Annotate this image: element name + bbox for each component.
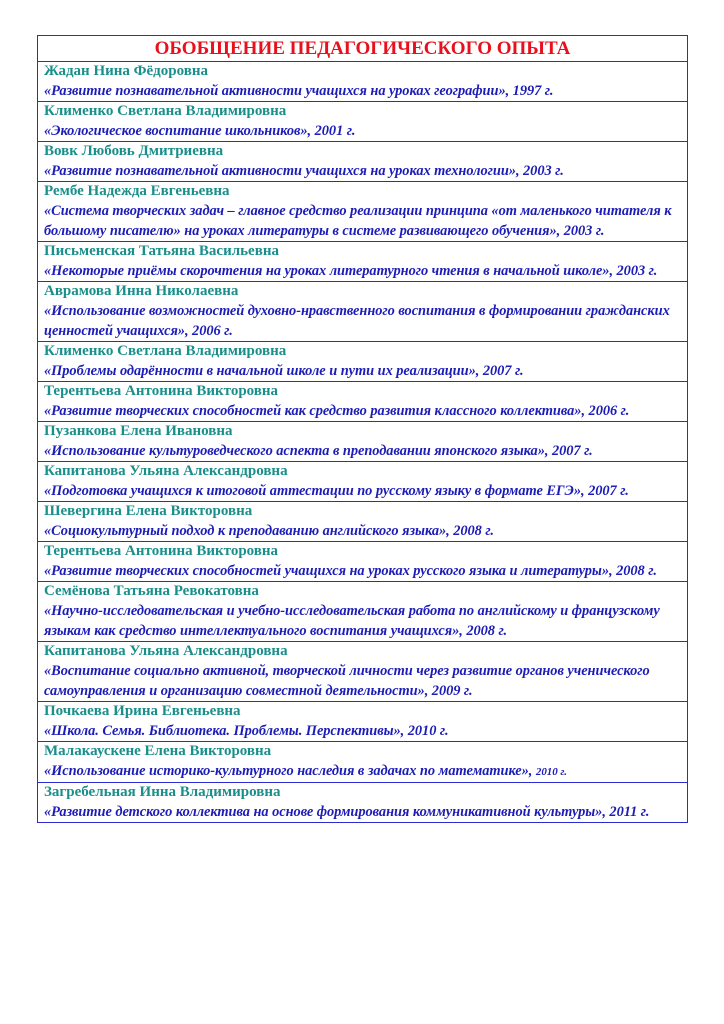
teacher-name: Терентьева Антонина Викторовна	[44, 543, 279, 559]
experience-topic: «Школа. Семья. Библиотека. Проблемы. Перспективы», 2010 г.	[44, 723, 449, 739]
experience-topic: «Система творческих задач – главное средство реализации принципа «от маленького читателя к большому писателю» на уроках литературы в системе развивающего обучения», 2003 г.	[44, 203, 672, 239]
experience-topic: «Развитие творческих способностей учащихся на уроках русского языка и литературы», 2008 г.	[44, 563, 657, 579]
entry-row	[38, 282, 687, 342]
experience-topic-year: 2010 г.	[535, 766, 567, 778]
teacher-name: Терентьева Антонина Викторовна	[44, 383, 279, 399]
teacher-name: Письменская Татьяна Васильевна	[44, 243, 279, 259]
teacher-name: Клименко Светлана Владимировна	[44, 103, 287, 119]
experience-topic: «Развитие творческих способностей как средство развития классного коллектива», 2006 г.	[44, 403, 630, 419]
teacher-name: Рембе Надежда Евгеньевна	[44, 183, 230, 199]
teacher-name: Семёнова Татьяна Ревокатовна	[44, 583, 259, 599]
teacher-name: Малакаускене Елена Викторовна	[44, 743, 272, 759]
teacher-name: Пузанкова Елена Ивановна	[44, 423, 233, 439]
entry-row	[38, 462, 687, 502]
entry-row	[38, 783, 687, 822]
entry-row	[38, 182, 687, 242]
experience-topic: «Некоторые приёмы скорочтения на уроках литературного чтения в начальной школе», 2003 г.	[44, 263, 658, 279]
teacher-name: Аврамова Инна Николаевна	[44, 283, 239, 299]
entry-row	[38, 102, 687, 142]
entry-row	[38, 142, 687, 182]
entry-row	[38, 582, 687, 642]
entry-row	[38, 502, 687, 542]
entry-row	[38, 642, 687, 702]
experience-topic: «Проблемы одарённости в начальной школе и пути их реализации», 2007 г.	[44, 363, 524, 379]
experience-topic: «Использование культуроведческого аспекта в преподавании японского языка», 2007 г.	[44, 443, 593, 459]
experience-topic: «Социокультурный подход к преподаванию английского языка», 2008 г.	[44, 523, 494, 539]
experience-topic: «Развитие познавательной активности учащихся на уроках технологии», 2003 г.	[44, 163, 564, 179]
experience-topic: «Воспитание социально активной, творческой личности через развитие органов ученического самоуправления и организацию совместной деятельности», 2009 г.	[44, 663, 650, 699]
entry-row	[38, 382, 687, 422]
experience-table	[37, 35, 688, 823]
experience-topic: «Использование возможностей духовно-нравственного воспитания в формировании гражданских ценностей учащихся», 2006 г.	[44, 303, 670, 339]
experience-topic	[44, 761, 681, 782]
entry-row	[38, 342, 687, 382]
entry-row	[38, 542, 687, 582]
experience-topic-main: «Использование историко-культурного наследия в задачах по математике»,	[44, 763, 533, 779]
experience-topic: «Развитие познавательной активности учащихся на уроках географии», 1997 г.	[44, 83, 554, 99]
entry-row	[38, 742, 687, 783]
entry-row	[38, 62, 687, 102]
page-title: ОБОБЩЕНИЕ ПЕДАГОГИЧЕСКОГО ОПЫТА	[38, 36, 687, 62]
teacher-name: Загребельная Инна Владимировна	[44, 784, 281, 800]
experience-topic: «Экологическое воспитание школьников», 2001 г.	[44, 123, 356, 139]
experience-topic: «Развитие детского коллектива на основе формирования коммуникативной культуры», 2011 г.	[44, 804, 650, 820]
entry-row	[38, 702, 687, 742]
entry-row	[38, 242, 687, 282]
experience-topic: «Научно-исследовательская и учебно-исследовательская работа по английскому и французскому языкам как средство интеллектуального воспитания учащихся», 2008 г.	[44, 603, 660, 639]
teacher-name: Вовк Любовь Дмитриевна	[44, 143, 224, 159]
experience-topic: «Подготовка учащихся к итоговой аттестации по русскому языку в формате ЕГЭ», 2007 г.	[44, 483, 629, 499]
teacher-name: Шевергина Елена Викторовна	[44, 503, 253, 519]
teacher-name: Капитанова Ульяна Александровна	[44, 463, 288, 479]
entry-row	[38, 422, 687, 462]
teacher-name: Жадан Нина Фёдоровна	[44, 63, 208, 79]
teacher-name: Почкаева Ирина Евгеньевна	[44, 703, 241, 719]
teacher-name: Капитанова Ульяна Александровна	[44, 643, 288, 659]
teacher-name: Клименко Светлана Владимировна	[44, 343, 287, 359]
